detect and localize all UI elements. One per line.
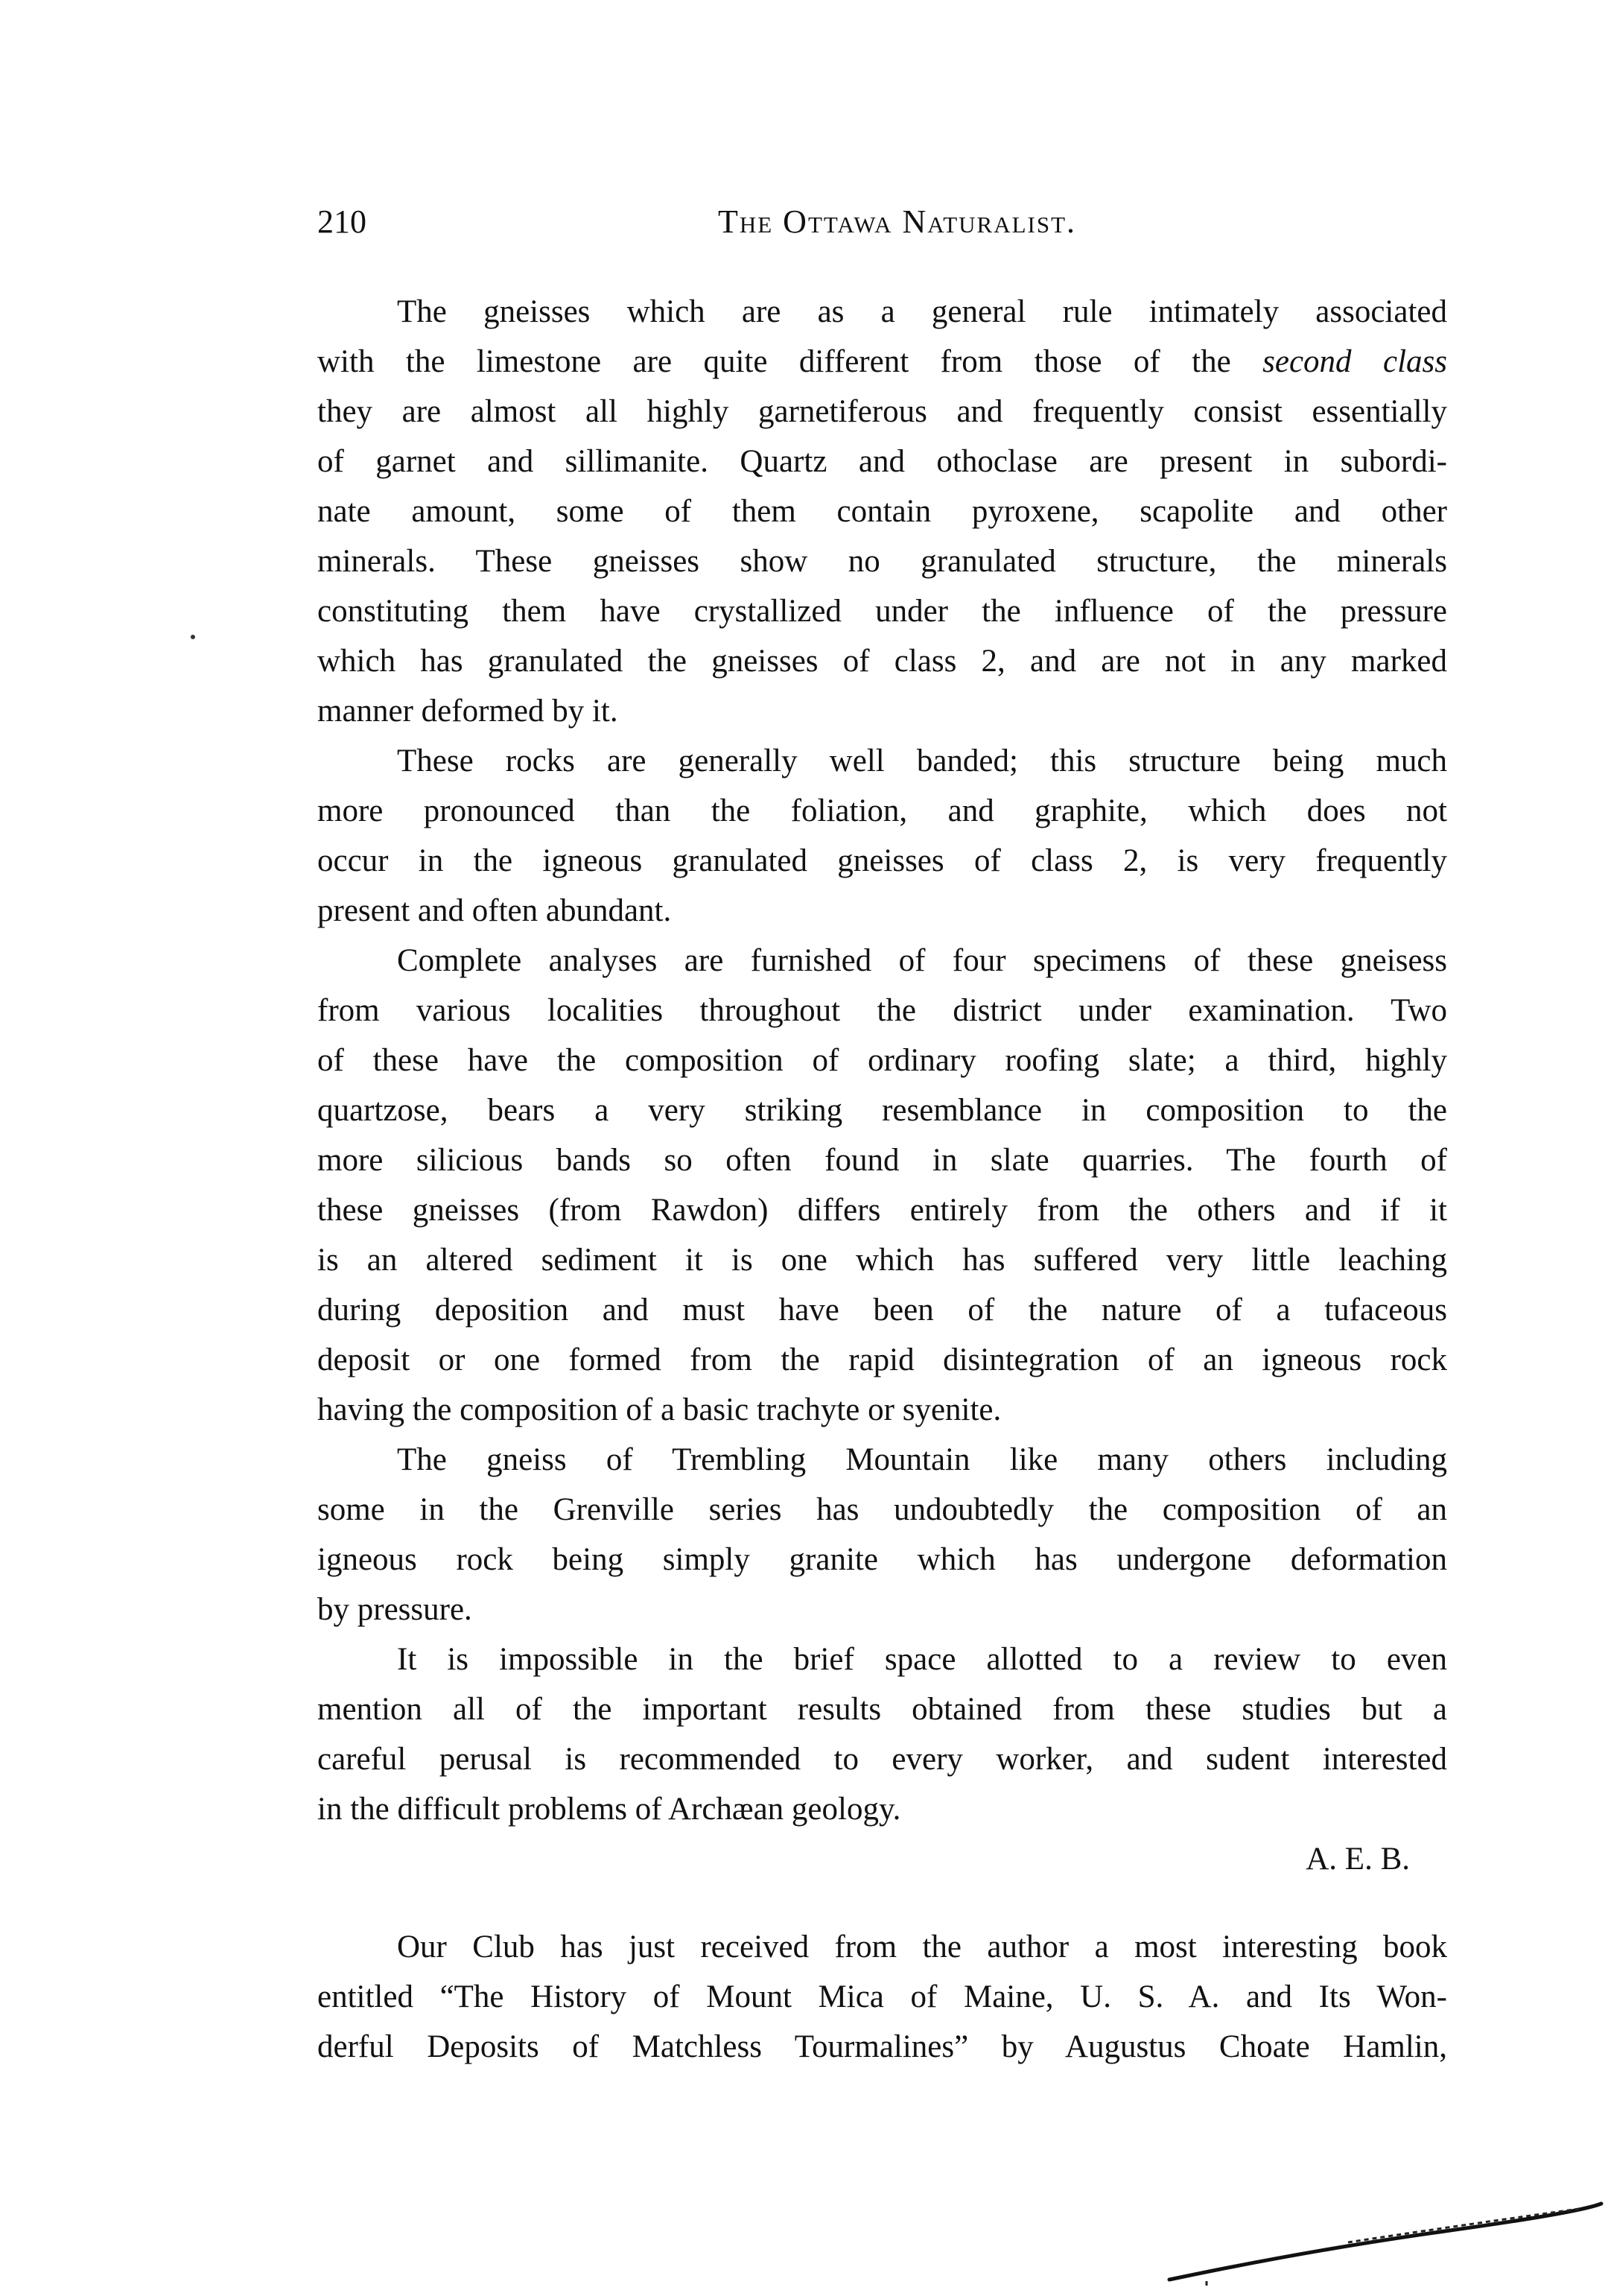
text-line <box>317 337 1447 387</box>
text-line: during deposition and must have been of the nature of a tufaceous <box>317 1293 1447 1328</box>
scan-speck <box>191 635 195 639</box>
running-title: The Ottawa Naturalist. <box>717 203 1077 240</box>
pen-stroke-mark <box>1162 2198 1608 2287</box>
text-line: minerals. These gneisses show no granulated structure, the minerals <box>317 544 1447 579</box>
text-line: careful perusal is recommended to every worker, and sudent interested <box>317 1742 1447 1777</box>
text-line: some in the Grenville series has undoubtedly the composition of an <box>317 1492 1447 1527</box>
text-line: These rocks are generally well banded; this structure being much <box>397 743 1447 778</box>
text-line: of these have the composition of ordinary roofing slate; a third, highly <box>317 1043 1447 1078</box>
signature: A. E. B. <box>1306 1842 1410 1877</box>
text-line: manner deformed by it. <box>317 694 618 729</box>
text-line: deposit or one formed from the rapid disintegration of an igneous rock <box>317 1342 1447 1377</box>
text-line: more silicious bands so often found in slate quarries. The fourth of <box>317 1143 1447 1178</box>
text-line: derful Deposits of Matchless Tourmalines” by Augustus Choate Hamlin, <box>317 2029 1447 2064</box>
club-notice-paragraph <box>317 1922 1447 2072</box>
section-gap <box>317 1884 1447 1922</box>
text-line: which has granulated the gneisses of class 2, and are not in any marked <box>317 644 1447 679</box>
text-line: having the composition of a basic trachyte or syenite. <box>317 1392 1002 1427</box>
paragraph <box>317 287 1447 736</box>
text-line: nate amount, some of them contain pyroxene, scapolite and other <box>317 494 1447 529</box>
text-line: igneous rock being simply granite which has undergone deformation <box>317 1542 1447 1577</box>
text-line: is an altered sediment it is one which has suffered very little leaching <box>317 1243 1447 1278</box>
text-line: The gneisses which are as a general rule intimately associated <box>397 294 1447 329</box>
text-line: these gneisses (from Rawdon) differs entirely from the others and if it <box>317 1193 1447 1228</box>
page-number: 210 <box>317 203 366 240</box>
text-line: they are almost all highly garnetiferous and frequently consist essentially <box>317 394 1447 429</box>
text-line: constituting them have crystallized under the influence of the pressure <box>317 594 1447 629</box>
text-line: It is impossible in the brief space allotted to a review to even <box>397 1642 1447 1677</box>
text-line: entitled “The History of Mount Mica of Maine, U. S. A. and Its Won- <box>317 1979 1447 2014</box>
text-line: of garnet and sillimanite. Quartz and othoclase are present in subordi- <box>317 444 1447 479</box>
article-body <box>317 287 1447 2072</box>
running-header <box>317 203 1447 255</box>
text-line-segment: with the limestone are quite different from those of the <box>317 344 1231 379</box>
paragraph <box>317 1634 1447 1834</box>
text-line: mention all of the important results obtained from these studies but a <box>317 1692 1447 1727</box>
paragraph <box>317 736 1447 936</box>
paragraph <box>317 936 1447 1435</box>
text-line: Our Club has just received from the author a most interesting book <box>397 1929 1447 1964</box>
paragraph <box>317 1435 1447 1634</box>
italic-phrase: second class <box>1262 344 1448 379</box>
text-line: more pronounced than the foliation, and graphite, which does not <box>317 793 1447 828</box>
text-line: The gneiss of Trembling Mountain like many others including <box>397 1442 1447 1477</box>
text-line: from various localities throughout the district under examination. Two <box>317 993 1447 1028</box>
text-line: Complete analyses are furnished of four specimens of these gneisess <box>397 943 1447 978</box>
text-line: quartzose, bears a very striking resemblance in composition to the <box>317 1093 1447 1128</box>
text-line: by pressure. <box>317 1592 472 1627</box>
text-line: occur in the igneous granulated gneisses of class 2, is very frequently <box>317 843 1447 878</box>
text-line: in the difficult problems of Archæan geology. <box>317 1792 901 1827</box>
text-line: present and often abundant. <box>317 893 672 928</box>
